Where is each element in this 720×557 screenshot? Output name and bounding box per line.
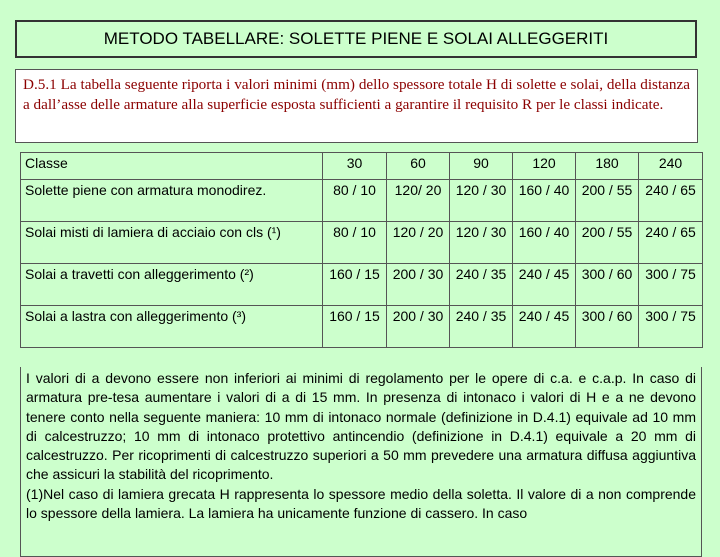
header-cell: 30 (323, 153, 387, 180)
note-paragraph: (1)Nel caso di lamiera grecata H rappresenta lo spessore medio della soletta. Il valore di a non comprende lo spessore della lamiera. La lamiera ha unicamente funzione di cassero. In caso (26, 485, 696, 522)
row-label: Solai a travetti con alleggerimento (²) (21, 264, 323, 306)
header-cell: Classe (21, 153, 323, 180)
row-label: Solai a lastra con alleggerimento (³) (21, 306, 323, 348)
table-row (21, 222, 703, 264)
table-row (21, 180, 703, 222)
table-cell: 160 / 15 (323, 306, 387, 348)
table-cell: 240 / 45 (513, 264, 576, 306)
table-cell: 160 / 40 (513, 222, 576, 264)
table-cell: 200 / 30 (387, 306, 450, 348)
table-cell: 240 / 35 (450, 264, 513, 306)
table-cell: 200 / 55 (576, 180, 639, 222)
table-row (21, 264, 703, 306)
table-cell: 200 / 55 (576, 222, 639, 264)
table-cell: 160 / 40 (513, 180, 576, 222)
row-label: Solai misti di lamiera di acciaio con cls (¹) (21, 222, 323, 264)
table-cell: 120 / 20 (387, 222, 450, 264)
table-cell: 120 / 30 (450, 222, 513, 264)
table-cell: 240 / 35 (450, 306, 513, 348)
table-cell: 80 / 10 (323, 180, 387, 222)
table-cell: 240 / 65 (639, 180, 703, 222)
header-cell: 120 (513, 153, 576, 180)
note-paragraph: I valori di a devono essere non inferiori ai minimi di regolamento per le opere di c.a. e c.a.p. In caso di armatura pre-tesa aumentare i valori di a di 15 mm. In presenza di intonaco i valori di H e a ne devono tenere conto nella seguente maniera: 10 mm di intonaco normale (definizione in D.4.1) equivale ad 10 mm di calcestruzzo; 10 mm di intonaco protettivo antincendio (definizione in D.4.1) equivale a 20 mm di calcestruzzo. Per ricoprimenti di calcestruzzo superiori a 50 mm prevedere una armatura diffusa aggiuntiva che assicuri la stabilità del ricoprimento. (26, 370, 696, 483)
table-cell: 200 / 30 (387, 264, 450, 306)
table-cell: 300 / 60 (576, 264, 639, 306)
table-cell: 120/ 20 (387, 180, 450, 222)
table-cell: 80 / 10 (323, 222, 387, 264)
requirements-table (20, 152, 703, 348)
header-cell: 60 (387, 153, 450, 180)
notes-section (20, 367, 702, 557)
table-cell: 120 / 30 (450, 180, 513, 222)
table-cell: 300 / 60 (576, 306, 639, 348)
row-label: Solette piene con armatura monodirez. (21, 180, 323, 222)
table-cell: 240 / 45 (513, 306, 576, 348)
table-cell: 300 / 75 (639, 264, 703, 306)
table-cell: 300 / 75 (639, 306, 703, 348)
table-cell: 240 / 65 (639, 222, 703, 264)
table-cell: 160 / 15 (323, 264, 387, 306)
table-row (21, 306, 703, 348)
page-title: METODO TABELLARE: SOLETTE PIENE E SOLAI ALLEGGERITI (15, 20, 697, 58)
intro-paragraph: D.5.1 La tabella seguente riporta i valori minimi (mm) dello spessore totale H di solette e solai, della distanza a dall’asse delle armature alla superficie esposta sufficienti a garantire il requisito R per le classi indicate. (15, 69, 698, 143)
table-header-row (21, 153, 703, 180)
header-cell: 180 (576, 153, 639, 180)
header-cell: 240 (639, 153, 703, 180)
header-cell: 90 (450, 153, 513, 180)
